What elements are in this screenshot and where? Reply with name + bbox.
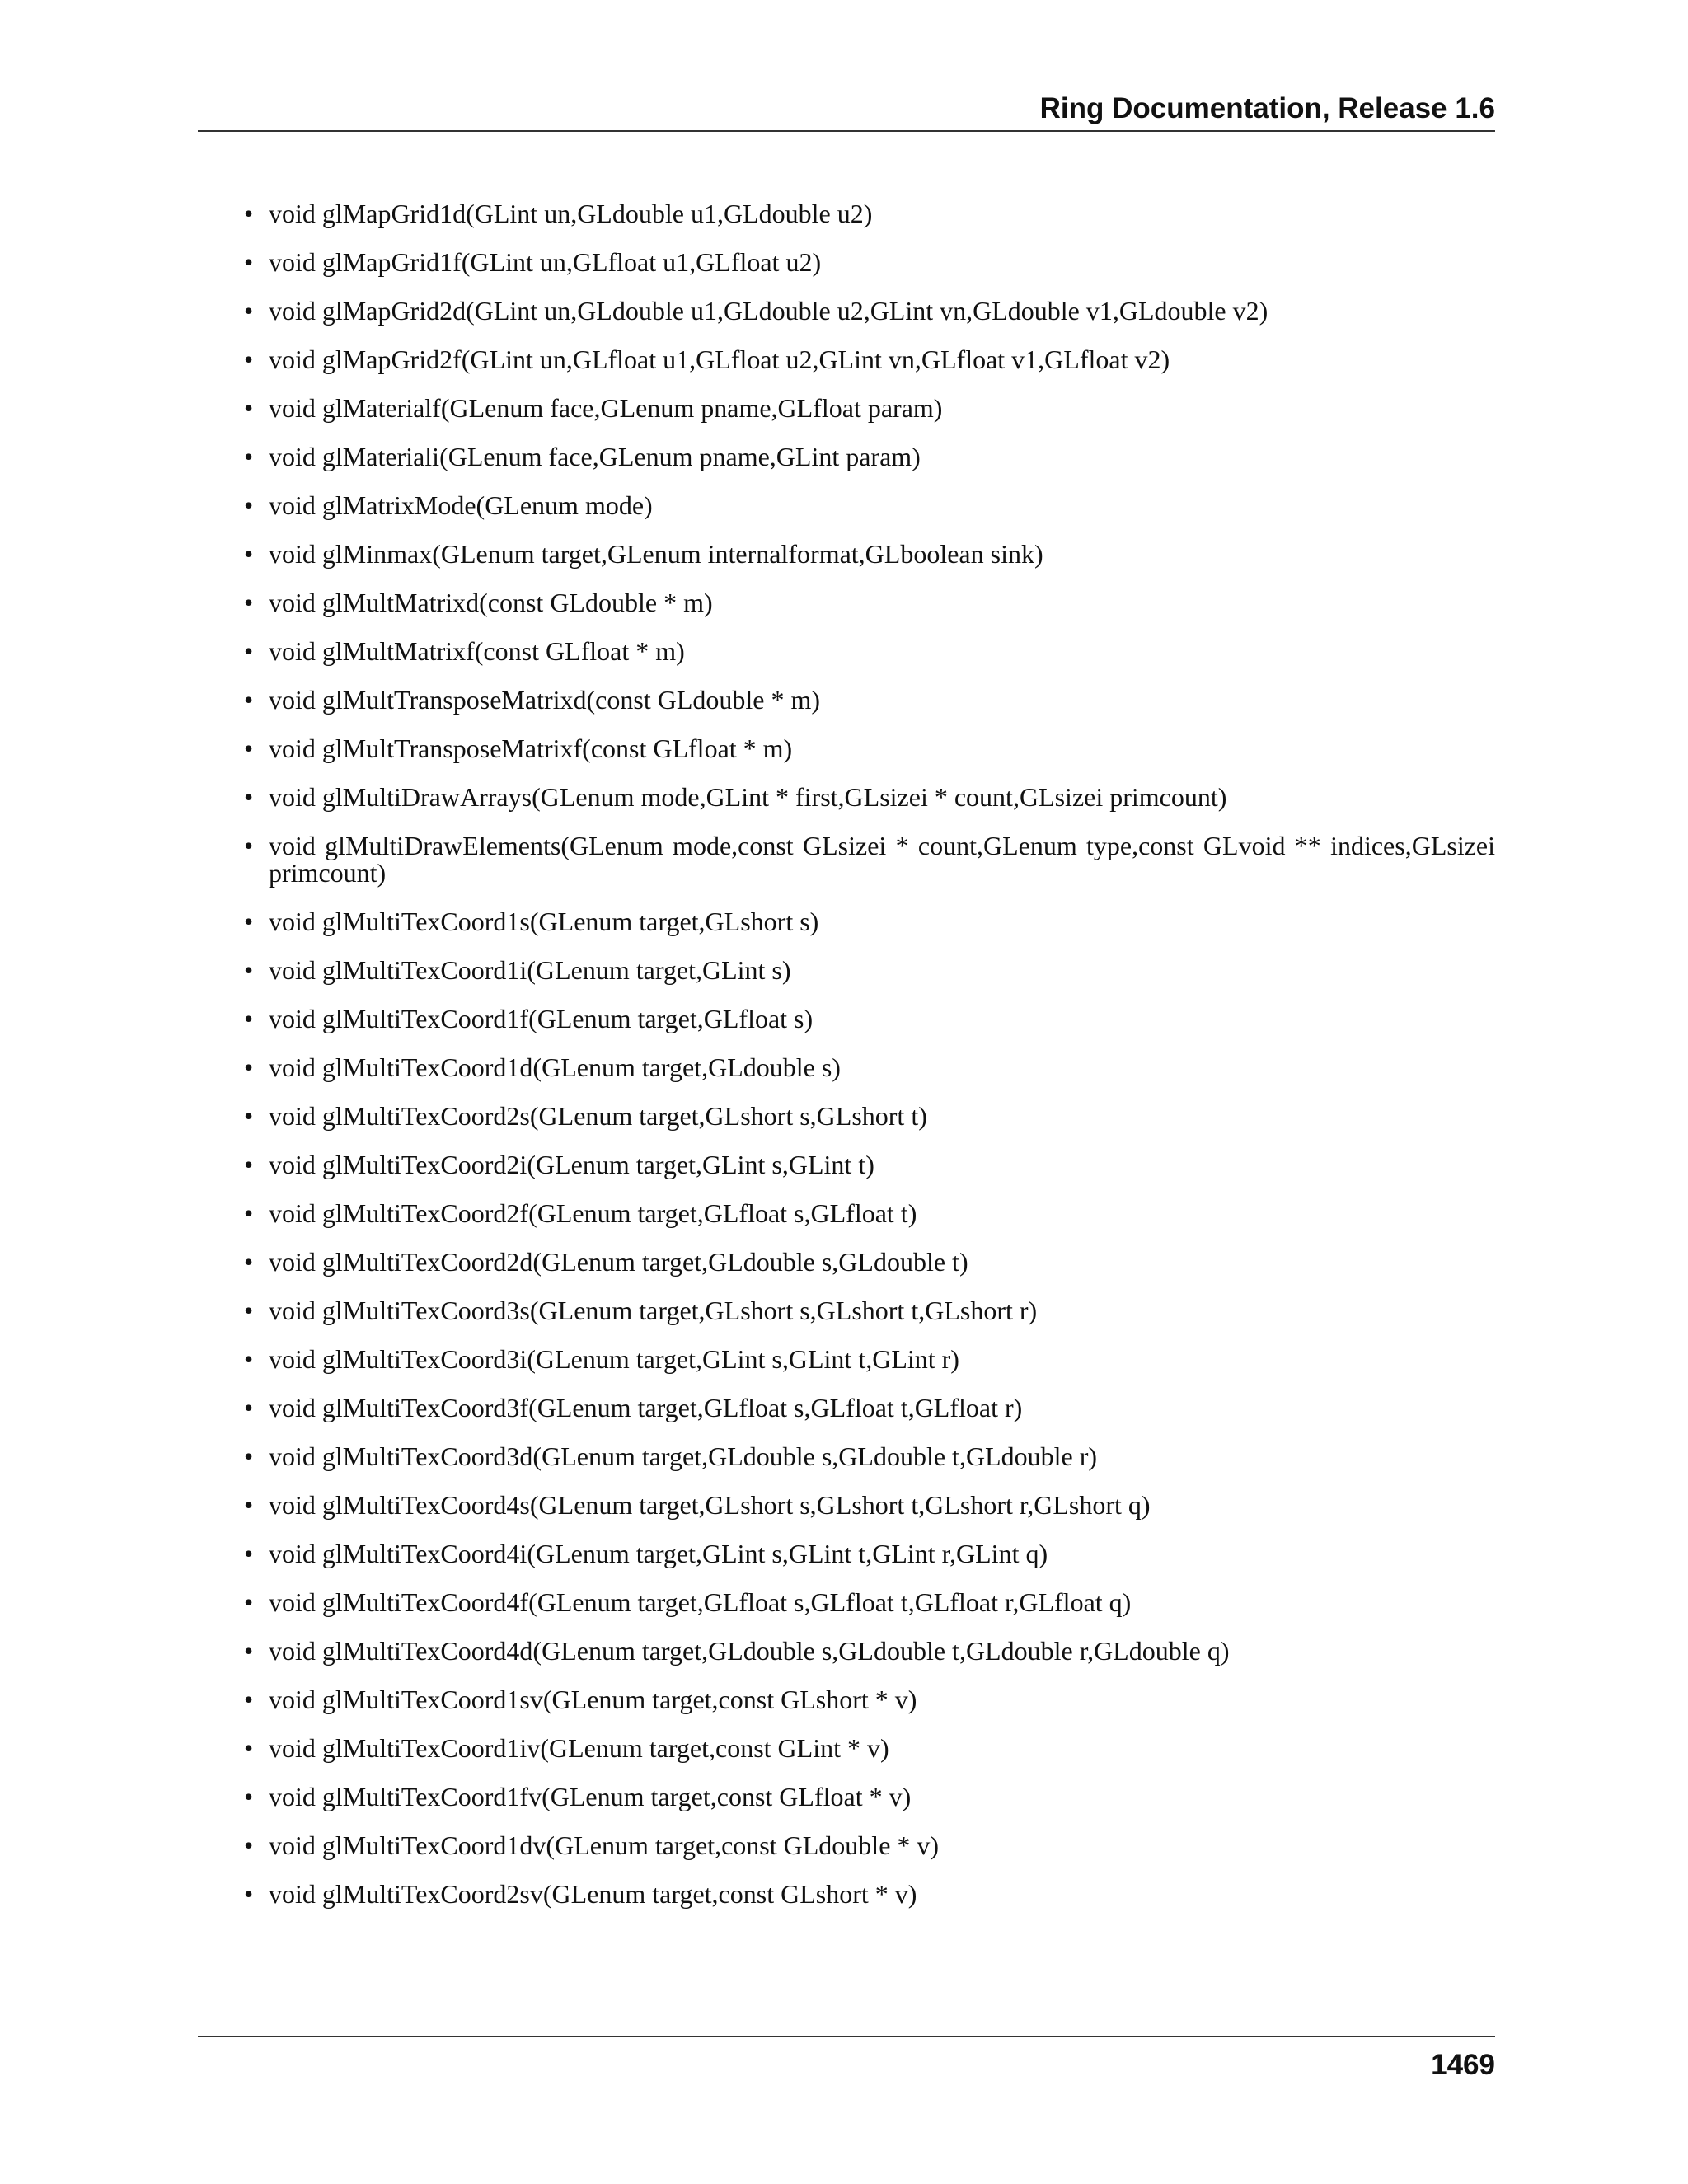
function-signature: void glMultMatrixd(const GLdouble * m) (269, 588, 713, 617)
list-item (244, 957, 1495, 984)
bullet-icon: • (244, 831, 254, 860)
bullet-icon: • (244, 1247, 254, 1277)
list-item (244, 1249, 1495, 1276)
function-signature: void glMapGrid1f(GLint un,GLfloat u1,GLfloat u2) (269, 247, 822, 277)
header-rule (198, 130, 1495, 132)
bullet-icon: • (244, 1733, 254, 1763)
bullet-icon: • (244, 490, 254, 520)
function-signature: void glMultiTexCoord2s(GLenum target,GLshort s,GLshort t) (269, 1101, 927, 1131)
bullet-icon: • (244, 442, 254, 471)
list-item (244, 1297, 1495, 1324)
list-item (244, 1054, 1495, 1081)
list-item (244, 492, 1495, 519)
function-signature: void glMultiTexCoord4f(GLenum target,GLfloat s,GLfloat t,GLfloat r,GLfloat q) (269, 1587, 1132, 1617)
bullet-icon: • (244, 296, 254, 326)
list-item (244, 1103, 1495, 1130)
list-item (244, 1735, 1495, 1762)
function-signature: void glMinmax(GLenum target,GLenum internalformat,GLboolean sink) (269, 539, 1043, 569)
list-item (244, 1686, 1495, 1713)
list-item (244, 687, 1495, 714)
bullet-icon: • (244, 1344, 254, 1374)
list-item (244, 346, 1495, 373)
list-item (244, 1832, 1495, 1859)
bullet-icon: • (244, 685, 254, 715)
bullet-icon: • (244, 539, 254, 569)
bullet-icon: • (244, 1393, 254, 1422)
function-signature: void glMultiTexCoord1iv(GLenum target,const GLint * v) (269, 1733, 889, 1763)
function-signature: void glMultiTexCoord1d(GLenum target,GLdouble s) (269, 1052, 841, 1082)
bullet-icon: • (244, 1296, 254, 1325)
list-item (244, 1151, 1495, 1179)
bullet-icon: • (244, 199, 254, 228)
bullet-icon: • (244, 636, 254, 666)
bullet-icon: • (244, 344, 254, 374)
list-item (244, 638, 1495, 665)
list-item (244, 298, 1495, 325)
bullet-icon: • (244, 1490, 254, 1520)
list-item (244, 395, 1495, 422)
bullet-icon: • (244, 1198, 254, 1228)
list-item (244, 1540, 1495, 1568)
function-signature: void glMultiTexCoord1dv(GLenum target,const GLdouble * v) (269, 1830, 940, 1860)
list-item (244, 1005, 1495, 1033)
function-signature: void glMultiTexCoord3f(GLenum target,GLfloat s,GLfloat t,GLfloat r) (269, 1393, 1023, 1422)
list-item (244, 1443, 1495, 1470)
list-item (244, 908, 1495, 935)
function-signature: void glMultiDrawElements(GLenum mode,const GLsizei * count,GLenum type,const GLvoid ** indices,GLsizei primcount) (269, 831, 1495, 888)
function-signature: void glMultiTexCoord2i(GLenum target,GLint s,GLint t) (269, 1150, 874, 1179)
function-signature: void glMultiTexCoord1i(GLenum target,GLint s) (269, 955, 791, 985)
bullet-icon: • (244, 1685, 254, 1714)
list-item (244, 735, 1495, 762)
header-title: Ring Documentation, Release 1.6 (1039, 92, 1495, 124)
list-item (244, 1638, 1495, 1665)
list-item (244, 832, 1495, 887)
bullet-icon: • (244, 955, 254, 985)
bullet-icon: • (244, 1636, 254, 1666)
function-signature: void glMultiTexCoord3i(GLenum target,GLint s,GLint t,GLint r) (269, 1344, 959, 1374)
bullet-icon: • (244, 1782, 254, 1811)
function-signature: void glMultiTexCoord2sv(GLenum target,const GLshort * v) (269, 1879, 917, 1909)
function-signature: void glMultiTexCoord4s(GLenum target,GLshort s,GLshort t,GLshort r,GLshort q) (269, 1490, 1151, 1520)
list-item (244, 1783, 1495, 1811)
list-item (244, 1394, 1495, 1422)
bullet-icon: • (244, 1150, 254, 1179)
footer-rule (198, 2036, 1495, 2037)
function-signature: void glMultiTexCoord4i(GLenum target,GLint s,GLint t,GLint r,GLint q) (269, 1539, 1048, 1568)
function-signature: void glMultiTexCoord1sv(GLenum target,const GLshort * v) (269, 1685, 917, 1714)
list-item (244, 249, 1495, 276)
bullet-icon: • (244, 247, 254, 277)
function-signature: void glMultTransposeMatrixd(const GLdouble * m) (269, 685, 820, 715)
bullet-icon: • (244, 1101, 254, 1131)
function-signature: void glMapGrid2d(GLint un,GLdouble u1,GLdouble u2,GLint vn,GLdouble v1,GLdouble v2) (269, 296, 1268, 326)
bullet-icon: • (244, 1004, 254, 1033)
list-item (244, 1589, 1495, 1616)
bullet-icon: • (244, 907, 254, 936)
function-signature: void glMultiTexCoord1fv(GLenum target,const GLfloat * v) (269, 1782, 912, 1811)
bullet-icon: • (244, 1052, 254, 1082)
list-item (244, 1492, 1495, 1519)
function-signature: void glMultiTexCoord2d(GLenum target,GLdouble s,GLdouble t) (269, 1247, 968, 1277)
function-signature: void glMultMatrixf(const GLfloat * m) (269, 636, 685, 666)
list-item (244, 443, 1495, 471)
bullet-icon: • (244, 782, 254, 812)
function-signature: void glMatrixMode(GLenum mode) (269, 490, 653, 520)
function-signature: void glMapGrid1d(GLint un,GLdouble u1,GLdouble u2) (269, 199, 873, 228)
function-signature: void glMultiTexCoord1s(GLenum target,GLshort s) (269, 907, 819, 936)
list-item (244, 541, 1495, 568)
list-item (244, 1346, 1495, 1373)
bullet-icon: • (244, 588, 254, 617)
function-signature: void glMultTransposeMatrixf(const GLfloat * m) (269, 733, 793, 763)
bullet-icon: • (244, 1587, 254, 1617)
bullet-icon: • (244, 1879, 254, 1909)
bullet-icon: • (244, 393, 254, 423)
function-signature: void glMapGrid2f(GLint un,GLfloat u1,GLfloat u2,GLint vn,GLfloat v1,GLfloat v2) (269, 344, 1170, 374)
bullet-icon: • (244, 733, 254, 763)
list-item (244, 784, 1495, 811)
function-signature: void glMultiTexCoord2f(GLenum target,GLfloat s,GLfloat t) (269, 1198, 917, 1228)
list-item (244, 589, 1495, 616)
list-item (244, 1881, 1495, 1908)
page-number: 1469 (1431, 2049, 1495, 2081)
list-item (244, 1200, 1495, 1227)
list-item (244, 200, 1495, 227)
bullet-icon: • (244, 1830, 254, 1860)
function-signature: void glMateriali(GLenum face,GLenum pname,GLint param) (269, 442, 921, 471)
function-signature: void glMultiTexCoord1f(GLenum target,GLfloat s) (269, 1004, 814, 1033)
function-signature: void glMultiTexCoord3s(GLenum target,GLshort s,GLshort t,GLshort r) (269, 1296, 1038, 1325)
function-signature: void glMaterialf(GLenum face,GLenum pname,GLfloat param) (269, 393, 943, 423)
function-list (244, 200, 1495, 1929)
function-signature: void glMultiDrawArrays(GLenum mode,GLint * first,GLsizei * count,GLsizei primcount) (269, 782, 1227, 812)
function-signature: void glMultiTexCoord4d(GLenum target,GLdouble s,GLdouble t,GLdouble r,GLdouble q) (269, 1636, 1230, 1666)
function-signature: void glMultiTexCoord3d(GLenum target,GLdouble s,GLdouble t,GLdouble r) (269, 1441, 1097, 1471)
bullet-icon: • (244, 1441, 254, 1471)
bullet-icon: • (244, 1539, 254, 1568)
